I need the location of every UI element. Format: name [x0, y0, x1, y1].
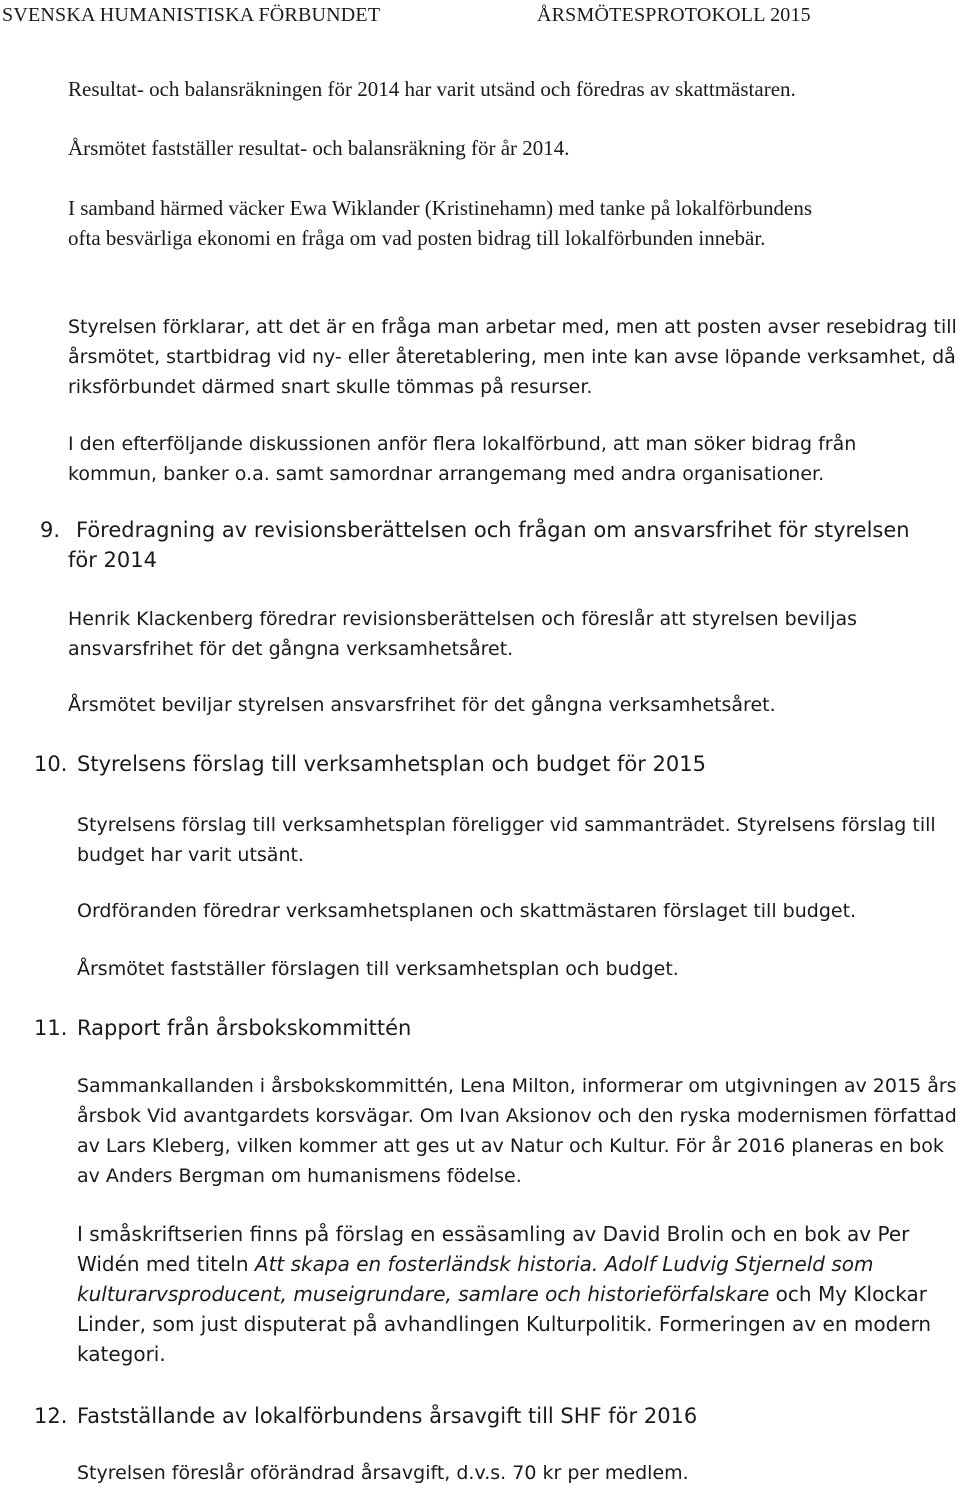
item-9-heading: Föredragning av revisionsberättelsen och frågan om ansvarsfrihet för styrelsen för 2014 [68, 518, 910, 572]
item-10-paragraph-1: Styrelsens förslag till verksamhetsplan föreligger vid sammanträdet. Styrelsens förslag till budget har varit utsänt. [77, 814, 936, 866]
item-11-number: 11. [34, 1016, 68, 1040]
item-11-paragraph-2-start: I småskriftserien finns på förslag en essäsamling av David Brolin och en bok av Per Widén med titeln [77, 1222, 910, 1276]
item-9-number: 9. [40, 518, 61, 542]
item-10-number: 10. [34, 752, 68, 776]
book-title: Att skapa en fosterländsk historia. Adolf Ludvig Stjerneld som kulturarvsproducent, museigrundare, samlare och historieförfalskare [77, 1252, 874, 1306]
item-10-paragraph-3: Årsmötet fastställer förslagen till verksamhetsplan och budget. [77, 958, 679, 980]
item-11-paragraph-1: Sammankallanden i årsbokskommittén, Lena Milton, informerar om utgivningen av 2015 års årsbok Vid avantgardets korsvägar. Om Ivan Aksionov och den ryska modernismen författad av Lars Kleberg, vilken kommer att ges ut av Natur och Kultur. För år 2016 planeras en bok av Anders Bergman om humanismens födelse. [77, 1075, 957, 1187]
header-organization: SVENSKA HUMANISTISKA FÖRBUNDET [2, 4, 381, 26]
item-12-paragraph-1: Styrelsen föreslår oförändrad årsavgift, d.v.s. 70 kr per medlem. [77, 1462, 689, 1484]
item-12-number: 12. [34, 1404, 68, 1428]
header-document-title: ÅRSMÖTESPROTOKOLL 2015 [537, 4, 811, 26]
item-11-paragraph-2 [77, 1219, 957, 1369]
paragraph-discussion: I den efterföljande diskussionen anför flera lokalförbund, att man söker bidrag från kommun, banker o.a. samt samordnar arrangemang med andra organisationer. [68, 433, 857, 485]
item-11-paragraph-2-end: och My Klockar Linder, som just disputerat på avhandlingen Kulturpolitik. Formeringen av en modern kategori. [77, 1282, 932, 1366]
item-10-heading: Styrelsens förslag till verksamhetsplan och budget för 2015 [77, 752, 706, 776]
paragraph-question: I samband härmed väcker Ewa Wiklander (Kristinehamn) med tanke på lokalförbundens ofta besvärliga ekonomi en fråga om vad posten bidrag till lokalförbunden innebär. [68, 196, 813, 250]
page-header [0, 4, 960, 32]
item-9-paragraph-1: Henrik Klackenberg föredrar revisionsberättelsen och föreslår att styrelsen beviljas ansvarsfrihet för det gångna verksamhetsåret. [68, 608, 858, 660]
paragraph-result-report: Resultat- och balansräkningen för 2014 har varit utsänd och föredras av skattmästaren. [68, 77, 796, 101]
item-10-paragraph-2: Ordföranden föredrar verksamhetsplanen och skattmästaren förslaget till budget. [77, 900, 857, 922]
item-9-paragraph-2: Årsmötet beviljar styrelsen ansvarsfrihet för det gångna verksamhetsåret. [68, 694, 776, 716]
item-11-heading: Rapport från årsbokskommittén [77, 1016, 412, 1040]
paragraph-board-answer: Styrelsen förklarar, att det är en fråga man arbetar med, men att posten avser resebidrag till årsmötet, startbidrag vid ny- eller återetablering, men inte kan avse löpande verksamhet, då riksförbundet därmed snart skulle tömmas på resurser. [68, 316, 957, 398]
item-12-heading: Fastställande av lokalförbundens årsavgift till SHF för 2016 [77, 1404, 698, 1428]
paragraph-adoption: Årsmötet fastställer resultat- och balansräkning för år 2014. [68, 136, 570, 160]
